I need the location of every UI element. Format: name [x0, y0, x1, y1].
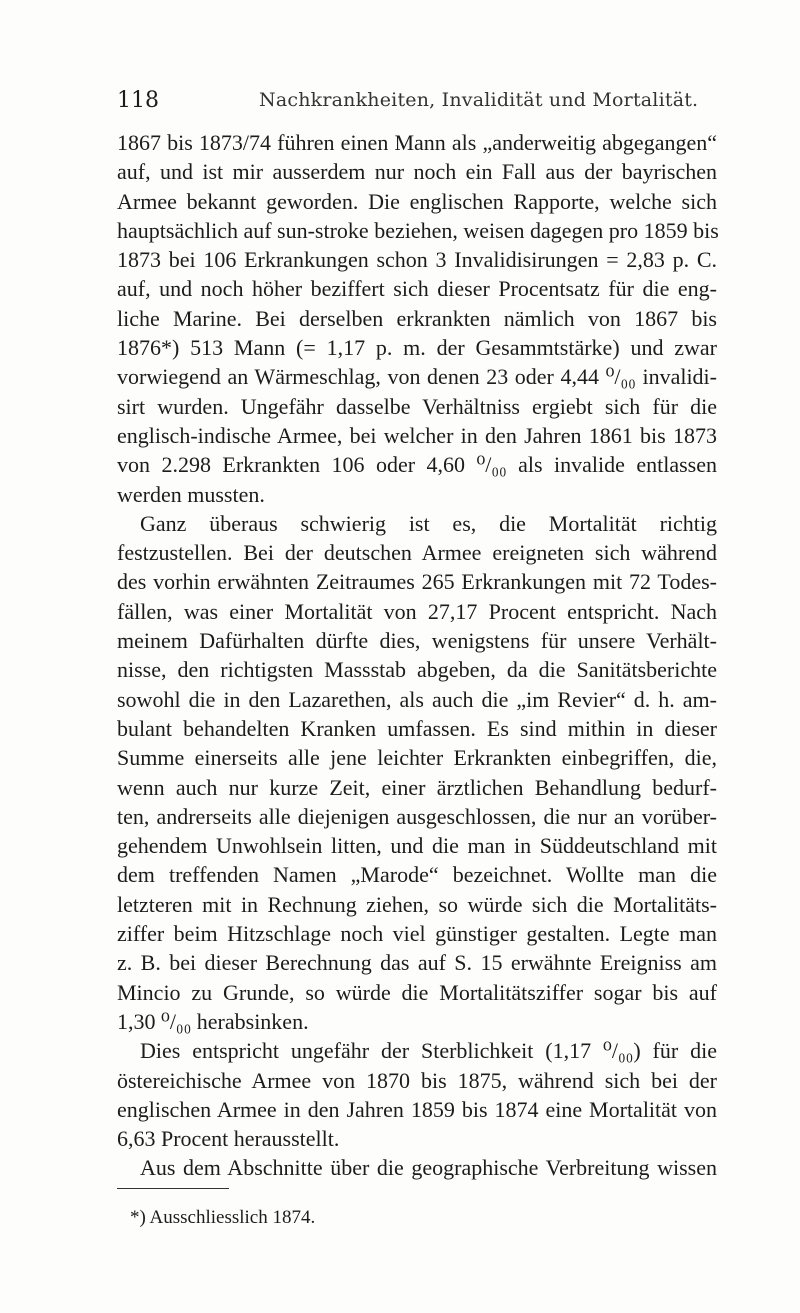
text-line: englisch-indische Armee, bei welcher in den Jahren 1861 bis 1873	[117, 422, 717, 448]
page-header	[117, 88, 717, 118]
text-line: nisse, den richtigsten Massstab abgeben, da die Sanitätsberichte	[117, 657, 717, 683]
text-line: englischen Armee in den Jahren 1859 bis 1874 eine Mortalität von	[117, 1096, 717, 1122]
text-line: sirt wurden. Ungefähr dasselbe Verhältniss ergiebt sich für die	[117, 393, 717, 419]
body-text	[117, 128, 717, 1183]
text-line: gehendem Unwohlsein litten, und die man in Süddeutschland mit	[117, 833, 717, 859]
text-line: festzustellen. Bei der deutschen Armee ereigneten sich während	[117, 540, 717, 566]
text-line: dem treffenden Namen „Marode“ bezeichnet. Wollte man die	[117, 862, 717, 888]
text-line: 1,30 ⁰/₀₀ herabsinken.	[117, 1008, 309, 1034]
text-line: werden mussten.	[117, 481, 265, 507]
text-line: ten, andrerseits alle diejenigen ausgeschlossen, die nur an vorüber-	[117, 803, 717, 829]
text-line: bulant behandelten Kranken umfassen. Es sind mithin in dieser	[117, 715, 717, 741]
text-line: 1867 bis 1873/74 führen einen Mann als „anderweitig abgegangen“	[117, 130, 717, 155]
text-line: fällen, was einer Mortalität von 27,17 Procent entspricht. Nach	[117, 598, 717, 624]
text-line: des vorhin erwähnten Zeitraumes 265 Erkrankungen mit 72 Todes-	[117, 569, 717, 595]
text-line: Aus dem Abschnitte über die geographische Verbreitung wissen	[140, 1155, 717, 1181]
text-line: östereichische Armee von 1870 bis 1875, während sich bei der	[117, 1067, 717, 1093]
text-line: Mincio zu Grunde, so würde die Mortalitätsziffer sogar bis auf	[117, 979, 717, 1005]
text-line: auf, und noch höher beziffert sich dieser Procentsatz für die eng-	[117, 276, 717, 302]
text-line: liche Marine. Bei derselben erkrankten nämlich von 1867 bis	[117, 305, 717, 331]
text-line: Armee bekannt geworden. Die englischen Rapporte, welche sich	[117, 188, 717, 214]
text-line: 6,63 Procent herausstellt.	[117, 1126, 340, 1152]
page-number: 118	[117, 88, 159, 113]
text-line: 1873 bei 106 Erkrankungen schon 3 Invalidisirungen = 2,83 p. C.	[117, 247, 717, 273]
text-line: Summe einerseits alle jene leichter Erkrankten einbegriffen, die,	[117, 745, 717, 771]
running-head: Nachkrankheiten, Invalidität und Mortalität.	[259, 89, 699, 111]
footnote: *) Ausschliesslich 1874.	[130, 1207, 316, 1228]
text-line: z. B. bei dieser Berechnung das auf S. 15 erwähnte Ereigniss am	[117, 950, 717, 976]
text-line: letzteren mit in Rechnung ziehen, so würde sich die Mortalitäts-	[117, 891, 717, 917]
text-line: Dies entspricht ungefähr der Sterblichkeit (1,17 ⁰/₀₀) für die	[140, 1038, 717, 1064]
text-line: hauptsächlich auf sun-stroke beziehen, weisen dagegen pro 1859 bis	[117, 217, 719, 243]
text-line: wenn auch nur kurze Zeit, einer ärztlichen Behandlung bedurf-	[117, 774, 717, 800]
text-line: meinem Dafürhalten dürfte dies, wenigstens für unsere Verhält-	[117, 628, 717, 654]
text-line: 1876*) 513 Mann (= 1,17 p. m. der Gesammtstärke) und zwar	[117, 335, 717, 361]
text-line: von 2.298 Erkrankten 106 oder 4,60 ⁰/₀₀ als invalide entlassen	[117, 452, 717, 478]
text-line: vorwiegend an Wärmeschlag, von denen 23 oder 4,44 ⁰/₀₀ invalidi-	[117, 364, 717, 390]
footnote-divider	[117, 1188, 229, 1189]
text-line: Ganz überaus schwierig ist es, die Mortalität richtig	[140, 510, 717, 536]
text-line: sowohl die in den Lazarethen, als auch die „im Revier“ d. h. am-	[117, 686, 717, 712]
text-line: auf, und ist mir ausserdem nur noch ein Fall aus der bayrischen	[117, 159, 717, 185]
text-line: ziffer beim Hitzschlage noch viel günstiger gestalten. Legte man	[117, 921, 717, 947]
